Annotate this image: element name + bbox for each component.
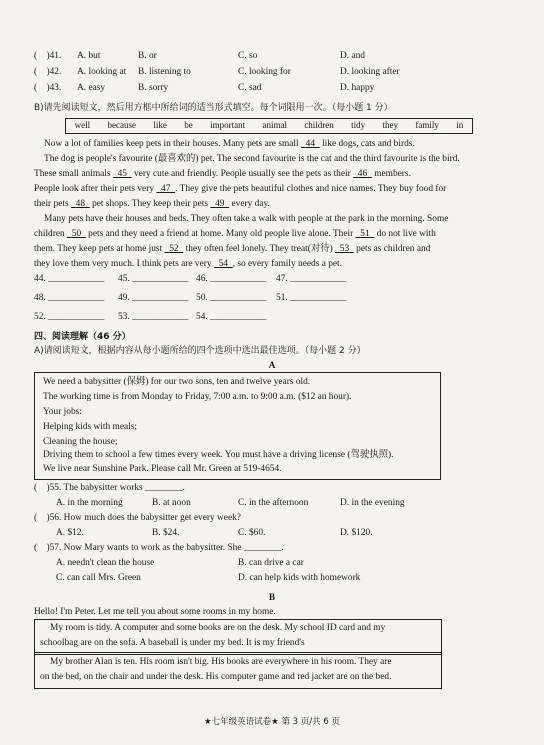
answer-blank-52[interactable]: 52. ____________ (34, 312, 105, 322)
q43-num: ( )43. (34, 83, 62, 93)
word-bank-item: children (304, 120, 334, 131)
q42-a: A. looking at (77, 67, 127, 77)
q42-num: ( )42. (34, 67, 62, 77)
q56-stem: ( )56. How much does the babysitter get every week? (34, 513, 241, 523)
notice-line: Helping kids with meals; (43, 422, 138, 432)
passage-line-7: children 50 pets and they need a friend at home. Many old people live alone. Their 51 do not live with (34, 229, 436, 239)
word-bank-item: animal (262, 120, 287, 131)
q41-a: A. but (77, 51, 101, 61)
word-bank-item: because (107, 120, 137, 131)
q42-c: C. looking for (238, 67, 291, 77)
answer-blank-54[interactable]: 54. ____________ (196, 312, 267, 322)
room-box-line: on the bed, on the chair and under the desk. His computer game and red jacket are on the bed. (40, 672, 392, 682)
room-box-line: My room is tidy. A computer and some books are on the desk. My school ID card and my (50, 623, 386, 633)
passage-line-3: These small animals 45 very cute and friendly. People usually see the pets as their 46 members. (34, 169, 411, 179)
q56-c: C. $60. (238, 528, 266, 538)
q57-d: D. can help kids with homework (238, 573, 361, 583)
answer-blank-53[interactable]: 53. ____________ (118, 312, 189, 322)
q43-d: D. happy (340, 83, 375, 93)
word-bank (65, 118, 473, 134)
answer-blank-48[interactable]: 48. ____________ (34, 293, 105, 303)
section-b-instruction: B)请先阅读短文，然后用方框中所给词的适当形式填空。每个词限用一次。（每小题 1 分） (34, 103, 393, 113)
word-bank-item: tidy (351, 120, 366, 131)
notice-line: Your jobs: (43, 407, 82, 417)
section-4-title: 四、阅读理解（46 分） (34, 332, 131, 342)
answer-blank-47[interactable]: 47. ____________ (276, 274, 347, 284)
word-bank-item: well (74, 120, 91, 131)
q41-num: ( )41. (34, 51, 62, 61)
q55-c: C. in the afternoon (238, 498, 309, 508)
answer-blank-45[interactable]: 45. ____________ (118, 274, 189, 284)
q43-b: B. sorry (138, 83, 169, 93)
notice-line: We need a babysitter (保姆) for our two sons, ten and twelve years old. (43, 377, 311, 387)
q56-b: B. $24. (152, 528, 180, 538)
q56-d: D. $120. (340, 528, 373, 538)
answer-blank-44[interactable]: 44. ____________ (34, 274, 105, 284)
q42-b: B. listening to (138, 67, 191, 77)
room-box-line: schoolbag are on the sofa. A baseball is under my bed. It is my friend's (40, 638, 305, 648)
section-4-a-instruction: A)请阅读短文，根据内容从每小题所给的四个选项中选出最佳选项。（每小题 2 分） (34, 346, 366, 356)
q43-c: C. sad (238, 83, 262, 93)
word-bank-item: family (415, 120, 439, 131)
answer-blank-46[interactable]: 46. ____________ (196, 274, 267, 284)
notice-line: The working time is from Monday to Friday, 7:00 a.m. to 9:00 a.m. ($12 an hour). (43, 392, 352, 402)
notice-line: Driving them to school a few times every week. You must have a driving license (驾驶执照). (43, 450, 394, 460)
q57-a: A. needn't clean the house (56, 558, 155, 568)
word-bank-item: be (184, 120, 193, 131)
q57-c: C. can call Mrs. Green (56, 573, 141, 583)
q55-a: A. in the morning (56, 498, 123, 508)
q41-d: D. and (340, 51, 365, 61)
page-footer: ★七年级英语试卷★ 第 3 页/共 6 页 (204, 717, 340, 727)
answer-blank-50[interactable]: 50. ____________ (196, 293, 267, 303)
q55-d: D. in the evening (340, 498, 405, 508)
q42-d: D. looking after (340, 67, 400, 77)
notice-line: Cleaning the house; (43, 437, 118, 447)
passage-line-2: The dog is people's favourite (最喜欢的) pet. The second favourite is the cat and the third favourite is the bird. (44, 154, 460, 164)
passage-line-9: they love them very much. I think pets are very 54 , so every family needs a pet. (34, 259, 342, 269)
q55-b: B. at noon (152, 498, 191, 508)
word-bank-item: in (456, 120, 464, 131)
word-bank-item: they (382, 120, 399, 131)
passage-line-5: their pets 48 pet shops. They keep their pets 49 every day. (34, 199, 270, 209)
passage-label-a: A (268, 361, 276, 371)
room-box-line: My brother Alan is ten. His room isn't big. His books are everywhere in his room. They are (50, 657, 392, 667)
answer-blank-51[interactable]: 51. ____________ (276, 293, 347, 303)
word-bank-item: important (210, 120, 246, 131)
q57-stem: ( )57. Now Mary wants to work as the babysitter. She ________. (34, 543, 284, 553)
passage-line-8: them. They keep pets at home just 52 they often feel lonely. They treat(对待) 53 pets as children and (34, 244, 431, 254)
word-bank-item: like (153, 120, 167, 131)
passage-label-b: B (268, 593, 276, 603)
q41-c: C. so (238, 51, 258, 61)
q41-b: B. or (138, 51, 157, 61)
q43-a: A. easy (77, 83, 106, 93)
passage-b-intro: Hello! I'm Peter. Let me tell you about some rooms in my home. (34, 607, 276, 617)
notice-line: We live near Sunshine Park. Please call Mr. Green at 519-4654. (43, 464, 282, 474)
q55-stem: ( )55. The babysitter works ________. (34, 483, 185, 493)
q57-b: B. can drive a car (238, 558, 304, 568)
passage-line-6: Many pets have their houses and beds. They often take a walk with people at the park in the morning. Some (44, 214, 449, 224)
answer-blank-49[interactable]: 49. ____________ (118, 293, 189, 303)
passage-line-4: People look after their pets very 47 . They give the pets beautiful clothes and nice names. They buy food for (34, 184, 447, 194)
passage-line-1: Now a lot of families keep pets in their houses. Many pets are small 44 like dogs, cats and birds. (44, 139, 415, 149)
q56-a: A. $12. (56, 528, 84, 538)
